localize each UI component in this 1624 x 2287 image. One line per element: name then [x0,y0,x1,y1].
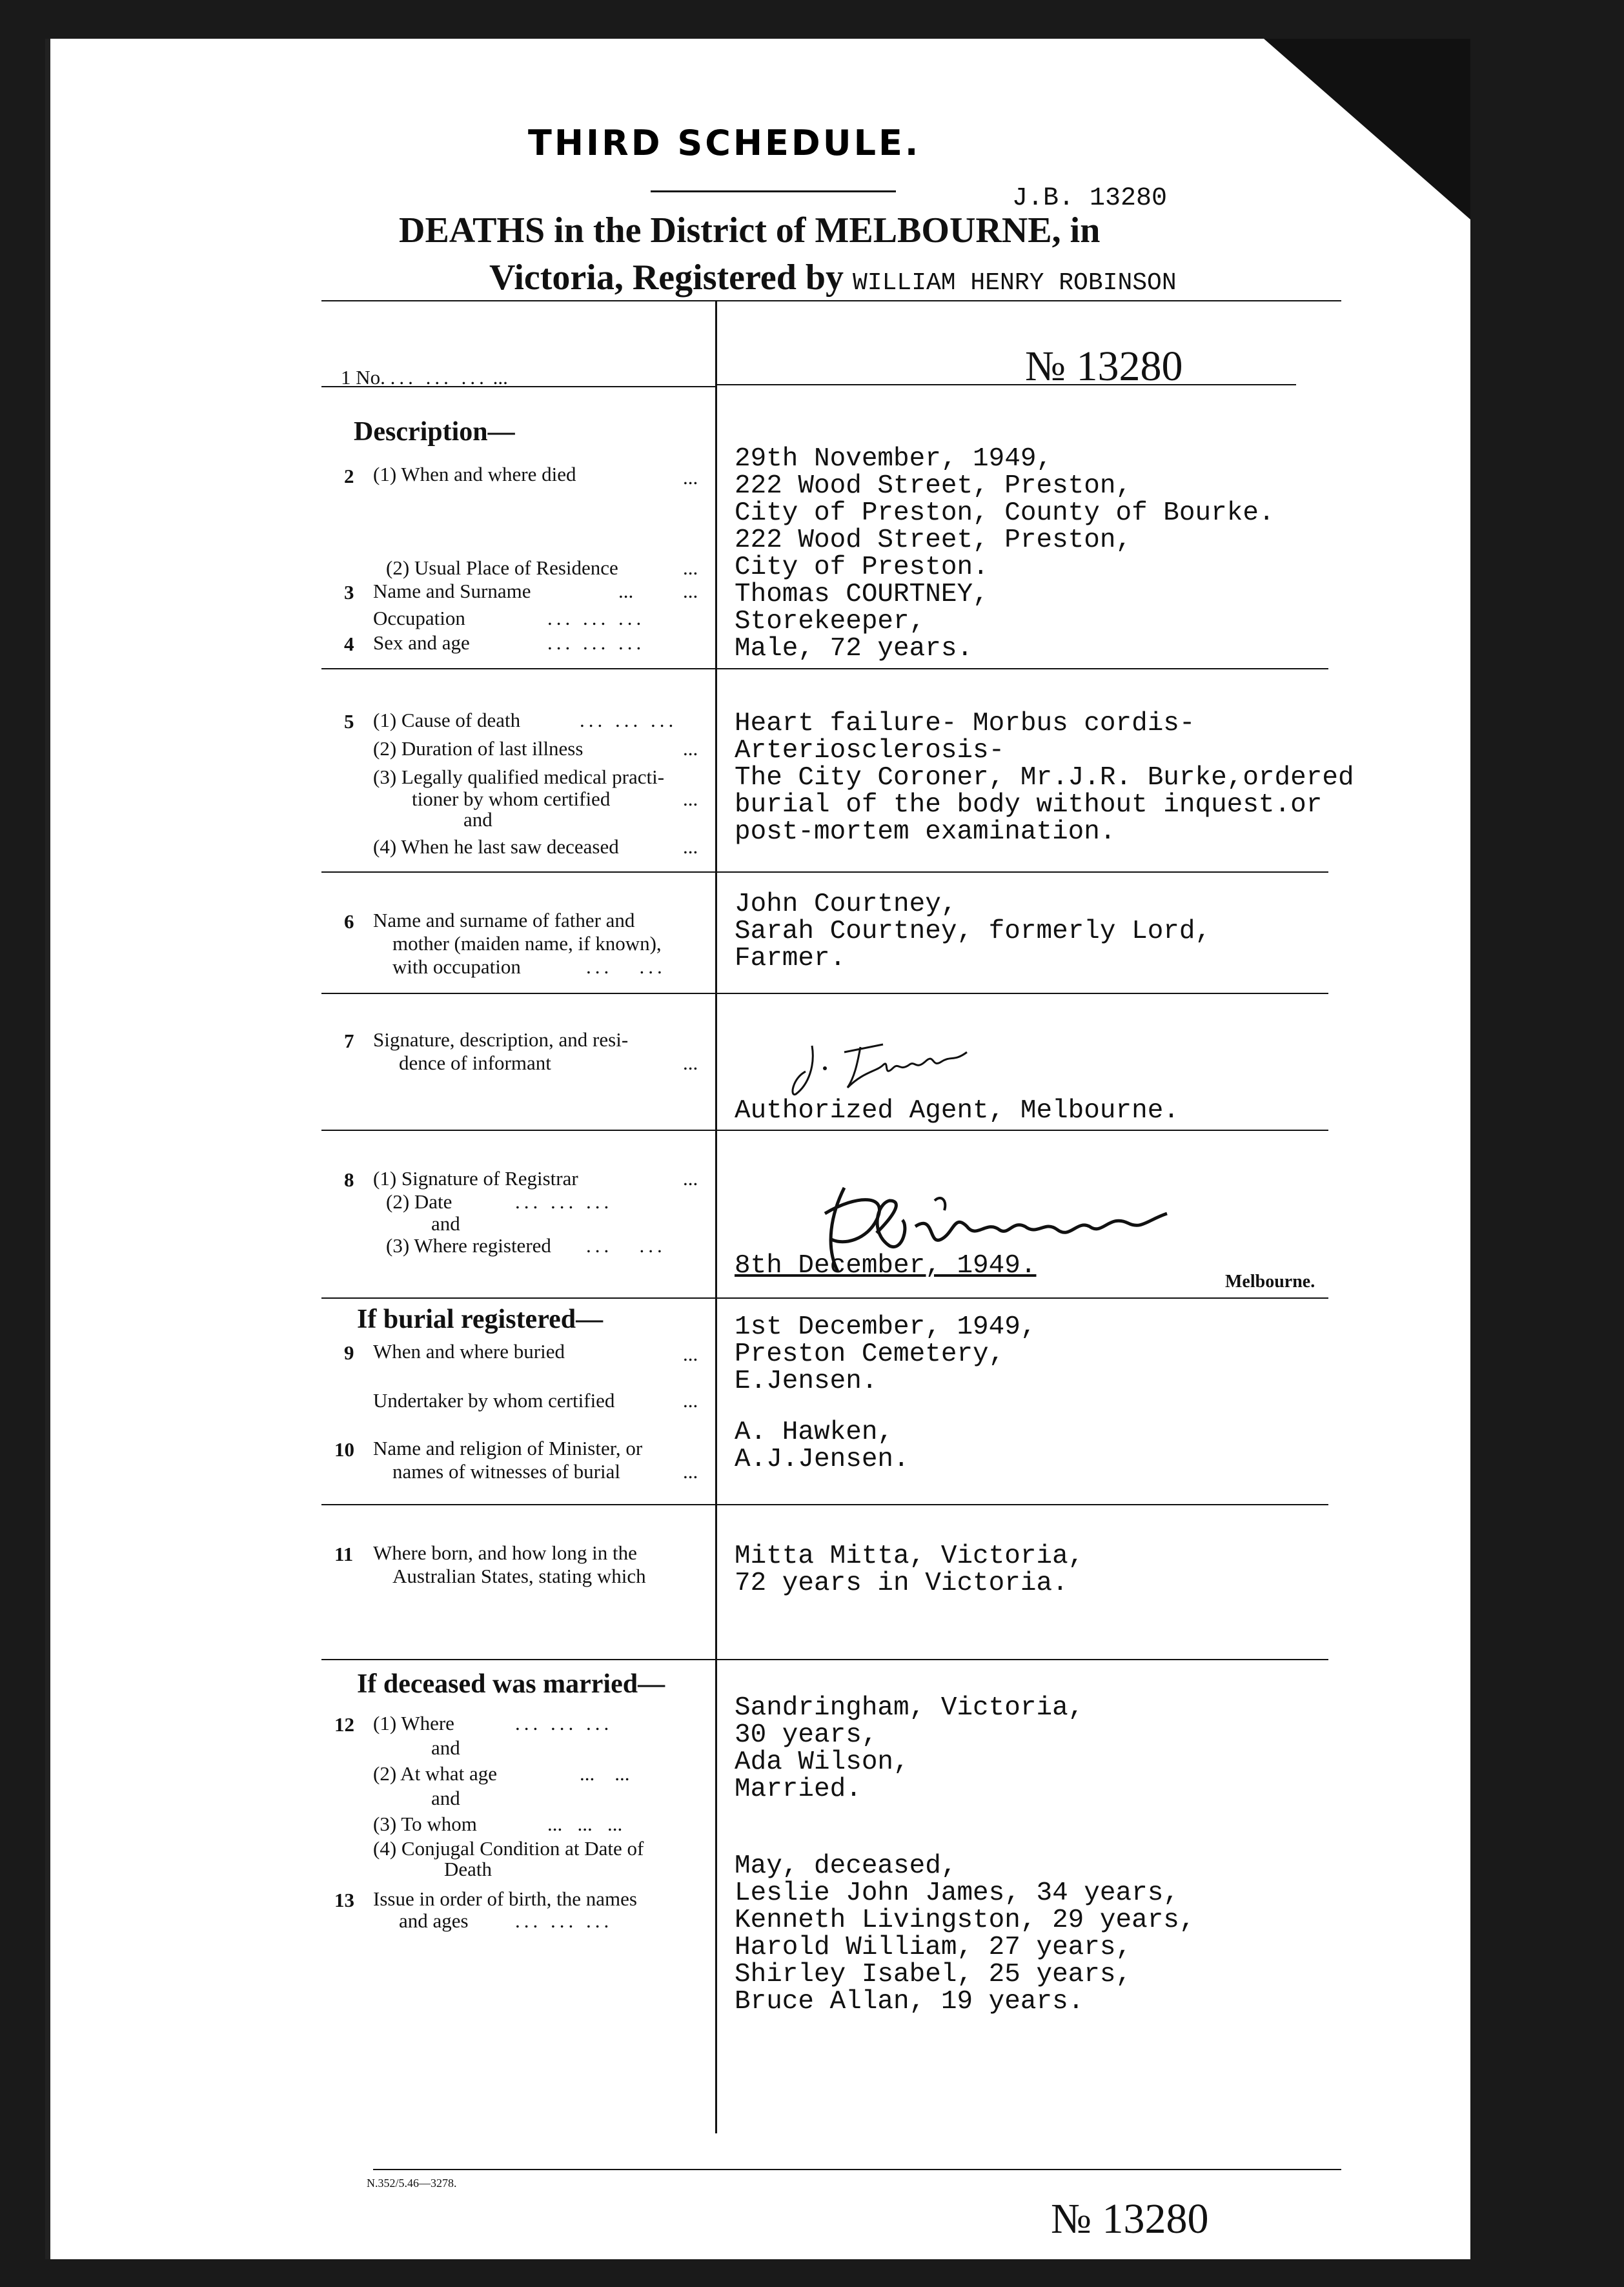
footer-number-prefix: № [1051,2195,1091,2242]
value-sex-age: Male, 72 years. [735,634,973,664]
value-informant-description: Authorized Agent, Melbourne. [735,1096,1179,1126]
footer-number [1051,2195,1208,2244]
label-dots: ... [683,1389,698,1412]
value-conjugal-condition: Married. [735,1774,862,1804]
label-dots: ... [683,835,698,858]
label-married-where: (1) Where [373,1712,454,1734]
label-minister-a: Name and religion of Minister, or [373,1437,643,1459]
burial-heading: If burial registered— [357,1305,604,1334]
value-died-place-2: City of Preston, County of Bourke. [735,498,1275,528]
value-married-to: Ada Wilson, [735,1747,909,1777]
label-and: and [463,808,492,831]
label-dots: ... [683,580,698,602]
value-name: Thomas COURTNEY, [735,580,989,609]
label-and: and [431,1212,460,1235]
label-when-where-died: (1) When and where died [373,463,576,485]
row-rule-6 [321,993,1328,994]
table-bottom-rule [373,2169,1341,2170]
label-12-number: 12 [334,1713,354,1736]
label-dots: ... [618,580,634,602]
label-dots: ... [683,788,698,810]
label-9-number: 9 [344,1341,354,1364]
label-6-number: 6 [344,910,354,933]
label-dots: ... [683,1052,698,1074]
label-3-number: 3 [344,581,354,604]
row-rule-5 [321,871,1328,873]
value-burial-date: 1st December, 1949, [735,1312,1037,1342]
label-dots: ... [683,1167,698,1190]
value-cause-2: Arteriosclerosis- [735,736,1005,766]
label-dots: ... [683,737,698,760]
value-birthplace: Mitta Mitta, Victoria, [735,1541,1084,1571]
footer-number-value: 13280 [1102,2195,1209,2242]
value-mother: Sarah Courtney, formerly Lord, [735,917,1212,946]
label-married-age: (2) At what age [373,1762,497,1785]
label-informant-b: dence of informant [399,1052,551,1074]
value-issue-item: Kenneth Livingston, 29 years, [735,1906,1195,1935]
value-died-date: 29th November, 1949, [735,444,1053,474]
label-11-number: 11 [334,1543,354,1565]
married-heading: If deceased was married— [357,1669,665,1699]
label-dots: ... ... ... [515,1712,613,1734]
label-13-number: 13 [334,1889,354,1911]
label-dots: ... ... ... [515,1909,613,1932]
row-rule-8 [321,1297,1328,1299]
value-burial-place: Preston Cemetery, [735,1339,1005,1369]
value-issue-item: Harold William, 27 years, [735,1933,1132,1962]
registered-by-line [489,257,1177,298]
value-issue-item: Leslie John James, 34 years, [735,1878,1179,1908]
value-registration-place: Melbourne. [1225,1272,1315,1292]
label-and: and [431,1736,460,1759]
value-residence-2: City of Preston. [735,553,989,582]
label-7-number: 7 [344,1030,354,1052]
label-4-number: 4 [344,633,354,655]
label-parents-c: with occupation [392,955,521,978]
label-dots: ... ... [586,955,666,978]
value-father: John Courtney, [735,889,957,919]
row-rule-10 [321,1504,1328,1505]
description-heading: Description— [354,417,515,447]
label-dots: ... ... [586,1234,666,1257]
registrar-name: WILLIAM HENRY ROBINSON [852,269,1177,297]
row-rule-4 [321,668,1328,669]
label-cause-of-death: (1) Cause of death [373,709,521,731]
value-issue-item: Shirley Isabel, 25 years, [735,1960,1132,1989]
value-undertaker: E.Jensen. [735,1367,878,1396]
label-registrar-signature: (1) Signature of Registrar [373,1167,578,1190]
label-dots: ... ... ... [515,1190,613,1213]
value-certified-3: post-mortem examination. [735,817,1116,847]
label-parents-b: mother (maiden name, if known), [392,932,662,955]
label-where-registered: (3) Where registered [386,1234,551,1257]
label-dots: ... ... ... [580,709,678,731]
value-certified-2: burial of the body without inquest.or [735,790,1323,820]
label-number: 1 No. ... ... ... ... [341,366,508,389]
value-certified-1: The City Coroner, Mr.J.R. Burke,ordered [735,763,1354,793]
value-registration-date: 8th December, 1949. [735,1251,1037,1281]
label-dots: ... [683,1343,698,1365]
label-undertaker: Undertaker by whom certified [373,1389,615,1412]
number-prefix: № [1025,343,1066,390]
value-witness-1: A. Hawken, [735,1418,894,1447]
row-rule-1 [715,384,1296,385]
label-dots: ... ... ... [547,607,645,629]
value-parent-occupation: Farmer. [735,944,846,973]
label-issue-a: Issue in order of birth, the names [373,1887,637,1910]
value-issue-item: May, deceased, [735,1851,957,1881]
value-married-where: Sandringham, Victoria, [735,1693,1084,1723]
label-and: and [431,1787,460,1809]
label-last-saw-deceased: (4) When he last saw deceased [373,835,619,858]
label-informant-a: Signature, description, and resi- [373,1028,629,1051]
district-line: DEATHS in the District of MELBOURNE, in [399,210,1101,250]
label-dots: ... [683,466,698,489]
label-dots: ... [683,1460,698,1483]
row-rule-7 [321,1130,1328,1131]
value-residence-1: 222 Wood Street, Preston, [735,525,1132,555]
label-issue-b: and ages [399,1909,469,1932]
label-usual-residence: (2) Usual Place of Residence [386,556,618,579]
value-married-age: 30 years, [735,1720,878,1750]
label-born-b: Australian States, stating which [392,1565,646,1587]
value-issue-item: Bruce Allan, 19 years. [735,1987,1084,2017]
value-died-place-1: 222 Wood Street, Preston, [735,471,1132,501]
value-cause-1: Heart failure- Morbus cordis- [735,709,1195,738]
label-conjugal-b: Death [444,1858,492,1880]
label-conjugal-a: (4) Conjugal Condition at Date of [373,1837,644,1860]
label-sex-age: Sex and age [373,631,470,654]
label-born-a: Where born, and how long in the [373,1541,637,1564]
label-date: (2) Date [386,1190,452,1213]
label-5-number: 5 [344,710,354,733]
label-occupation: Occupation [373,607,465,629]
label-2-number: 2 [344,465,354,487]
schedule-title: THIRD SCHEDULE. [528,123,921,163]
label-parents-a: Name and surname of father and [373,909,635,931]
value-occupation: Storekeeper, [735,607,926,636]
label-medical-practitioner-b: tioner by whom certified [412,788,611,810]
table-top-rule [321,300,1341,301]
label-dots: ... [683,556,698,579]
form-code: N.352/5.46—3278. [367,2177,457,2190]
row-rule-11 [321,1659,1328,1660]
value-witness-2: A.J.Jensen. [735,1445,909,1474]
reference-number: J.B. 13280 [1012,184,1168,213]
label-8-number: 8 [344,1168,354,1191]
label-duration-illness: (2) Duration of last illness [373,737,584,760]
registration-number [1025,342,1182,391]
death-registration-page [45,39,1470,2259]
page-fold-corner [1264,39,1470,219]
title-rule [651,190,896,192]
column-divider [715,300,717,2133]
label-10-number: 10 [334,1438,354,1461]
label-married-to: (3) To whom [373,1813,477,1835]
number-value: 13280 [1076,343,1183,390]
label-when-where-buried: When and where buried [373,1340,565,1363]
label-dots: ... ... ... [547,1813,623,1835]
label-dots: ... ... [580,1762,630,1785]
label-medical-practitioner-a: (3) Legally qualified medical practi- [373,766,665,788]
label-name-surname: Name and Surname [373,580,531,602]
label-dots: ... ... ... [547,631,645,654]
label-minister-b: names of witnesses of burial [392,1460,620,1483]
registered-by-label: Victoria, Registered by [489,258,844,298]
value-years-in-state: 72 years in Victoria. [735,1569,1068,1598]
